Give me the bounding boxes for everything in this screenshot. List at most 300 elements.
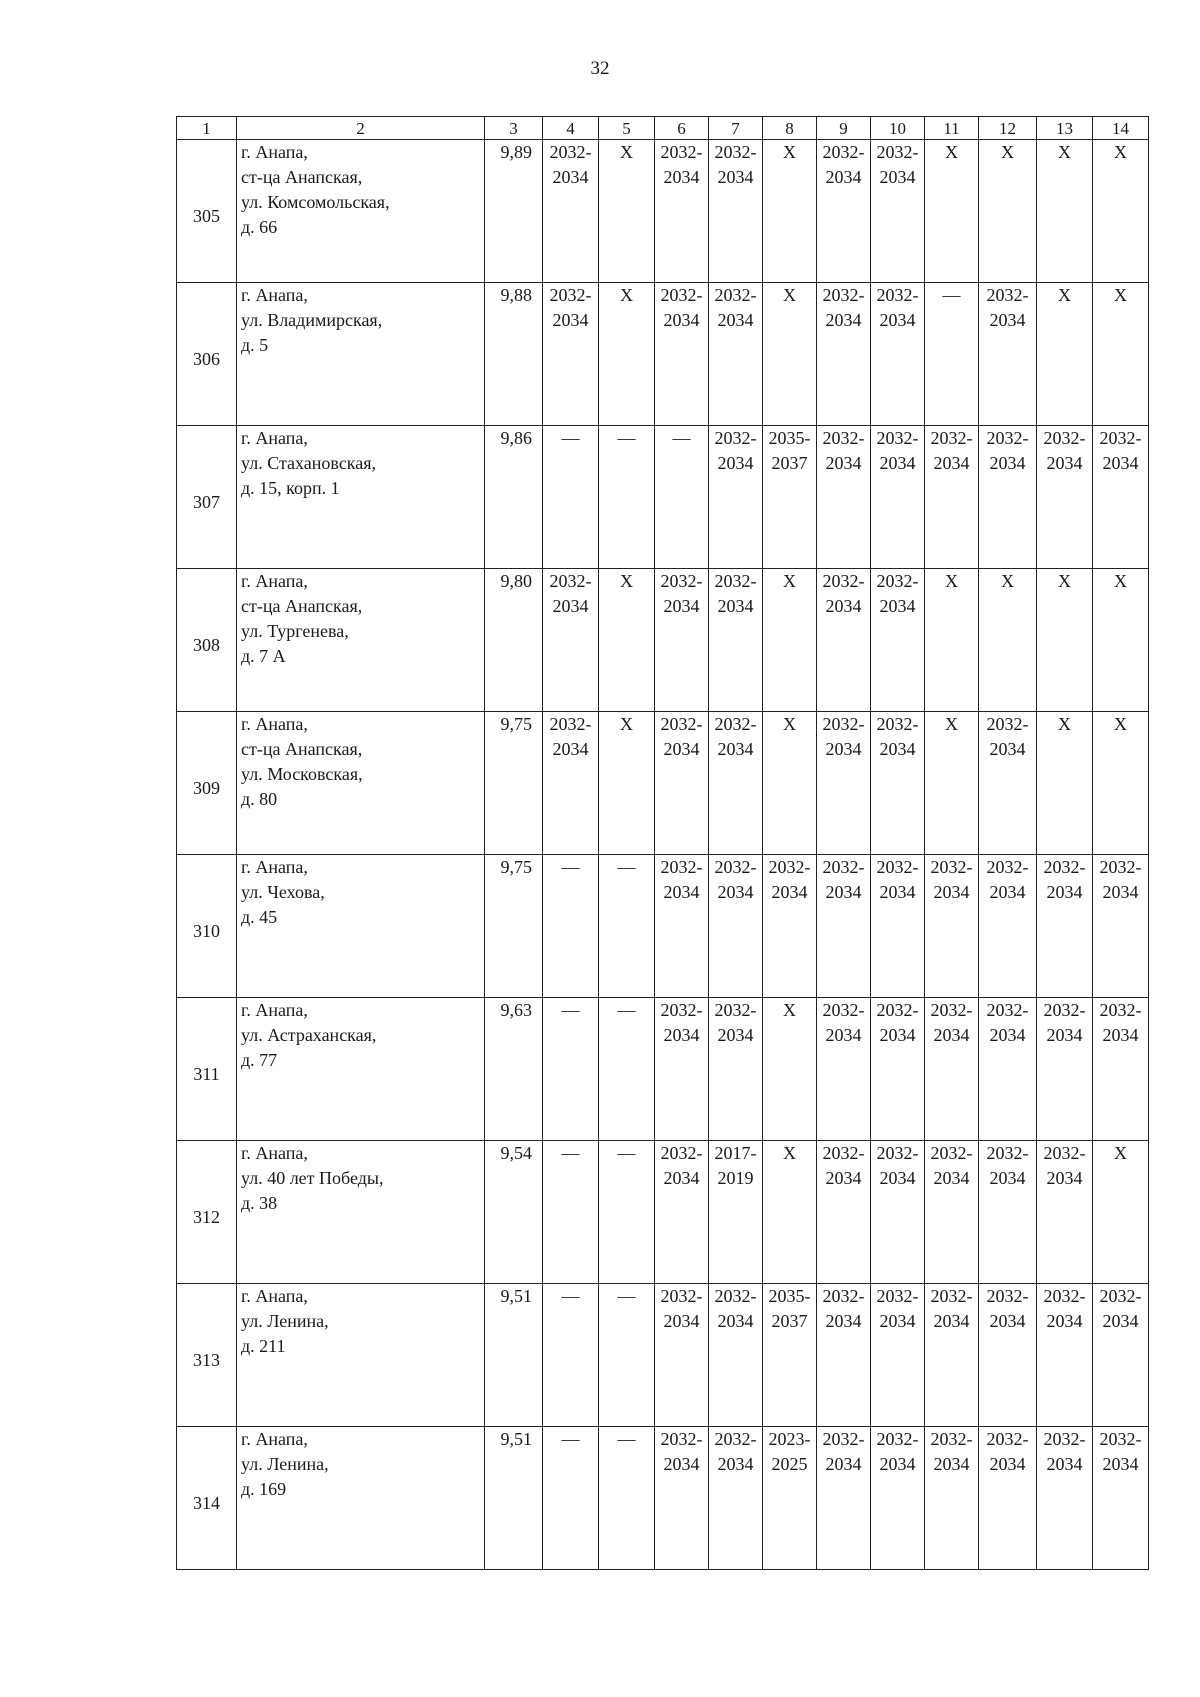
- address-line: ст-ца Анапская,: [241, 739, 363, 759]
- address-line: ул. Астраханская,: [241, 1025, 377, 1045]
- period-value: 2032-: [986, 714, 1029, 734]
- period-value: 2032-: [1099, 1286, 1142, 1306]
- column-header-11: 11: [925, 117, 979, 140]
- address-line: ул. Стахановская,: [241, 453, 377, 473]
- period-value: 2034: [663, 596, 700, 616]
- period-cell: [817, 140, 871, 283]
- period-value: 2034: [879, 882, 916, 902]
- period-cell: [871, 426, 925, 569]
- column-header-13: 13: [1037, 117, 1093, 140]
- period-cell: [599, 569, 655, 712]
- column-header-10: 10: [871, 117, 925, 140]
- address-cell: [237, 140, 485, 283]
- period-cell: [709, 140, 763, 283]
- period-value: 2034: [663, 1454, 700, 1474]
- period-value: 2032-: [714, 142, 757, 162]
- period-value: 2034: [989, 310, 1026, 330]
- period-cell: [763, 1427, 817, 1570]
- period-value: 2032-: [822, 1143, 865, 1163]
- period-cell: [709, 1427, 763, 1570]
- period-value: 2034: [989, 1454, 1026, 1474]
- period-value: 2034: [663, 167, 700, 187]
- column-header-3: 3: [485, 117, 543, 140]
- period-value: 2023-: [768, 1429, 811, 1449]
- period-value: 2032-: [876, 428, 919, 448]
- period-cell: [1037, 1141, 1093, 1284]
- address-line: г. Анапа,: [241, 571, 308, 591]
- period-value: Х: [1114, 142, 1127, 162]
- period-value: 2032-: [1043, 1286, 1086, 1306]
- period-value: Х: [620, 142, 633, 162]
- period-cell: [709, 426, 763, 569]
- period-value: 2032-: [768, 857, 811, 877]
- table-row: [177, 1427, 1149, 1570]
- period-value: 2032-: [930, 1286, 973, 1306]
- column-header-4: 4: [543, 117, 599, 140]
- period-cell: [1093, 426, 1149, 569]
- period-cell: [1037, 998, 1093, 1141]
- period-value: 2032-: [876, 857, 919, 877]
- period-cell: [979, 569, 1037, 712]
- address-line: ул. Чехова,: [241, 882, 325, 902]
- period-value: 2034: [552, 596, 589, 616]
- period-value: 2032-: [1043, 857, 1086, 877]
- period-cell: [871, 140, 925, 283]
- period-value: 2034: [825, 1168, 862, 1188]
- address-line: д. 45: [241, 907, 278, 927]
- period-value: 2034: [1102, 1025, 1139, 1045]
- period-cell: [655, 426, 709, 569]
- column-header-7: 7: [709, 117, 763, 140]
- period-value: Х: [783, 571, 796, 591]
- period-cell: [871, 712, 925, 855]
- period-cell: [979, 1427, 1037, 1570]
- period-value: 2032-: [822, 428, 865, 448]
- period-cell: [1093, 140, 1149, 283]
- address-line: д. 15, корп. 1: [241, 478, 340, 498]
- period-value: 2034: [879, 1168, 916, 1188]
- period-value: 2034: [1046, 1454, 1083, 1474]
- period-cell: [599, 1284, 655, 1427]
- address-line: ул. Владимирская,: [241, 310, 383, 330]
- period-cell: [979, 140, 1037, 283]
- period-value: 2034: [825, 882, 862, 902]
- period-cell: [1093, 998, 1149, 1141]
- period-cell: [709, 998, 763, 1141]
- column-header-1: 1: [177, 117, 237, 140]
- period-value: 2032-: [876, 571, 919, 591]
- period-cell: [1037, 140, 1093, 283]
- score-cell: 9,89: [485, 140, 543, 283]
- period-cell: [599, 140, 655, 283]
- address-line: ул. Тургенева,: [241, 621, 349, 641]
- period-cell: [925, 1284, 979, 1427]
- period-cell: [709, 1284, 763, 1427]
- period-cell: [763, 998, 817, 1141]
- period-cell: [709, 283, 763, 426]
- period-cell: [925, 855, 979, 998]
- period-cell: [543, 712, 599, 855]
- period-value: 2032-: [930, 1143, 973, 1163]
- period-value: 2032-: [1099, 857, 1142, 877]
- period-value: 2032-: [714, 571, 757, 591]
- period-value: 2032-: [660, 1429, 703, 1449]
- row-number: 313: [177, 1284, 237, 1427]
- period-cell: [543, 1141, 599, 1284]
- period-value: 2032-: [714, 428, 757, 448]
- score-cell: 9,63: [485, 998, 543, 1141]
- row-number: 311: [177, 998, 237, 1141]
- housing-register-table: [176, 116, 1149, 1570]
- address-line: г. Анапа,: [241, 1286, 308, 1306]
- period-value: 2032-: [876, 285, 919, 305]
- period-cell: [599, 712, 655, 855]
- period-value: 2034: [879, 1454, 916, 1474]
- period-value: 2034: [989, 882, 1026, 902]
- period-cell: [817, 712, 871, 855]
- address-line: г. Анапа,: [241, 1143, 308, 1163]
- period-value: 2034: [717, 1311, 754, 1331]
- period-value: 2032-: [986, 285, 1029, 305]
- period-value: 2032-: [822, 1000, 865, 1020]
- period-value: 2034: [552, 167, 589, 187]
- address-line: г. Анапа,: [241, 714, 308, 734]
- period-value: 2034: [825, 739, 862, 759]
- table-row: [177, 1141, 1149, 1284]
- period-value: 2032-: [986, 1143, 1029, 1163]
- table-row: [177, 426, 1149, 569]
- period-cell: [763, 569, 817, 712]
- period-value: 2034: [717, 739, 754, 759]
- address-line: ул. Ленина,: [241, 1311, 329, 1331]
- period-cell: [979, 1141, 1037, 1284]
- period-cell: [817, 283, 871, 426]
- period-value: 2034: [1046, 882, 1083, 902]
- address-line: д. 169: [241, 1479, 287, 1499]
- period-value: 2034: [879, 1025, 916, 1045]
- period-value: 2032-: [876, 1000, 919, 1020]
- period-cell: [925, 283, 979, 426]
- period-cell: [599, 1427, 655, 1570]
- period-value: 2032-: [822, 571, 865, 591]
- period-cell: [1093, 1284, 1149, 1427]
- period-value: 2034: [933, 1311, 970, 1331]
- period-value: 2032-: [876, 142, 919, 162]
- period-value: 2032-: [549, 285, 592, 305]
- table-row: [177, 283, 1149, 426]
- period-value: 2034: [663, 739, 700, 759]
- row-number: 310: [177, 855, 237, 998]
- period-cell: [655, 998, 709, 1141]
- address-line: г. Анапа,: [241, 1429, 308, 1449]
- period-value: 2032-: [876, 1429, 919, 1449]
- period-cell: [543, 1284, 599, 1427]
- period-value: —: [617, 428, 636, 448]
- period-value: —: [942, 285, 961, 305]
- period-cell: [599, 426, 655, 569]
- period-value: 2034: [717, 882, 754, 902]
- period-value: 2034: [989, 1025, 1026, 1045]
- period-value: —: [561, 428, 580, 448]
- period-value: 2034: [663, 1168, 700, 1188]
- period-cell: [709, 569, 763, 712]
- period-value: Х: [620, 285, 633, 305]
- period-value: —: [672, 428, 691, 448]
- period-cell: [925, 140, 979, 283]
- address-cell: [237, 426, 485, 569]
- period-value: 2034: [825, 453, 862, 473]
- period-value: 2032-: [986, 1286, 1029, 1306]
- period-value: 2034: [825, 167, 862, 187]
- address-line: д. 66: [241, 217, 278, 237]
- period-value: Х: [1001, 142, 1014, 162]
- period-value: 2032-: [1043, 428, 1086, 448]
- period-cell: [763, 1284, 817, 1427]
- row-number: 308: [177, 569, 237, 712]
- period-value: 2034: [825, 1025, 862, 1045]
- period-cell: [543, 855, 599, 998]
- period-cell: [655, 855, 709, 998]
- period-value: 2034: [933, 882, 970, 902]
- period-cell: [655, 1427, 709, 1570]
- period-value: 2034: [989, 1311, 1026, 1331]
- period-value: 2034: [1102, 1454, 1139, 1474]
- address-line: г. Анапа,: [241, 857, 308, 877]
- period-cell: [709, 855, 763, 998]
- row-number: 312: [177, 1141, 237, 1284]
- period-value: Х: [1114, 714, 1127, 734]
- period-value: 2034: [1046, 1025, 1083, 1045]
- period-cell: [925, 1141, 979, 1284]
- period-value: 2032-: [930, 1429, 973, 1449]
- score-cell: 9,75: [485, 712, 543, 855]
- period-value: 2034: [879, 167, 916, 187]
- period-value: 2019: [717, 1168, 754, 1188]
- period-value: 2025: [771, 1454, 808, 1474]
- period-cell: [817, 426, 871, 569]
- period-value: Х: [1114, 1143, 1127, 1163]
- period-value: 2034: [879, 453, 916, 473]
- period-cell: [925, 712, 979, 855]
- period-cell: [1093, 712, 1149, 855]
- period-value: Х: [783, 1000, 796, 1020]
- period-value: 2032-: [986, 857, 1029, 877]
- period-value: 2032-: [660, 1286, 703, 1306]
- period-cell: [655, 1284, 709, 1427]
- period-cell: [1093, 1141, 1149, 1284]
- period-cell: [871, 855, 925, 998]
- period-value: 2032-: [660, 714, 703, 734]
- period-cell: [871, 1284, 925, 1427]
- period-value: 2032-: [1043, 1143, 1086, 1163]
- address-cell: [237, 1284, 485, 1427]
- period-value: 2034: [825, 310, 862, 330]
- period-value: 2032-: [822, 142, 865, 162]
- period-cell: [871, 283, 925, 426]
- period-value: 2034: [552, 310, 589, 330]
- period-value: 2032-: [714, 714, 757, 734]
- score-cell: 9,88: [485, 283, 543, 426]
- period-cell: [1037, 712, 1093, 855]
- period-value: 2032-: [660, 1000, 703, 1020]
- period-cell: [979, 1284, 1037, 1427]
- period-value: Х: [783, 1143, 796, 1163]
- period-value: 2032-: [822, 1429, 865, 1449]
- period-value: 2032-: [660, 285, 703, 305]
- period-value: 2032-: [549, 571, 592, 591]
- period-value: 2034: [879, 1311, 916, 1331]
- score-cell: 9,75: [485, 855, 543, 998]
- period-value: 2034: [771, 882, 808, 902]
- period-cell: [817, 1427, 871, 1570]
- period-value: 2034: [933, 1454, 970, 1474]
- period-cell: [1037, 855, 1093, 998]
- period-value: 2034: [989, 739, 1026, 759]
- period-value: Х: [1058, 142, 1071, 162]
- period-cell: [543, 426, 599, 569]
- period-cell: [925, 426, 979, 569]
- period-cell: [1093, 855, 1149, 998]
- period-value: 2034: [1046, 453, 1083, 473]
- period-cell: [1093, 1427, 1149, 1570]
- score-cell: 9,54: [485, 1141, 543, 1284]
- period-cell: [655, 712, 709, 855]
- period-value: 2034: [989, 453, 1026, 473]
- column-header-9: 9: [817, 117, 871, 140]
- period-value: 2032-: [876, 1143, 919, 1163]
- address-line: д. 80: [241, 789, 278, 809]
- period-cell: [599, 855, 655, 998]
- period-cell: [817, 998, 871, 1141]
- address-line: ул. Московская,: [241, 764, 363, 784]
- period-value: —: [617, 1286, 636, 1306]
- period-cell: [763, 712, 817, 855]
- row-number: 314: [177, 1427, 237, 1570]
- period-value: —: [617, 1429, 636, 1449]
- period-cell: [871, 998, 925, 1141]
- row-number: 309: [177, 712, 237, 855]
- period-cell: [599, 283, 655, 426]
- period-value: 2032-: [660, 1143, 703, 1163]
- period-cell: [543, 283, 599, 426]
- period-cell: [1093, 283, 1149, 426]
- period-value: 2034: [1046, 1168, 1083, 1188]
- address-cell: [237, 998, 485, 1141]
- row-number: 305: [177, 140, 237, 283]
- page-number: 32: [590, 58, 610, 79]
- period-value: 2032-: [1099, 1429, 1142, 1449]
- period-value: 2034: [663, 1025, 700, 1045]
- period-value: 2034: [663, 1311, 700, 1331]
- period-cell: [655, 1141, 709, 1284]
- address-cell: [237, 1427, 485, 1570]
- column-header-6: 6: [655, 117, 709, 140]
- period-cell: [599, 998, 655, 1141]
- period-cell: [925, 569, 979, 712]
- address-line: д. 77: [241, 1050, 278, 1070]
- period-cell: [1037, 426, 1093, 569]
- score-cell: 9,80: [485, 569, 543, 712]
- period-value: 2032-: [930, 428, 973, 448]
- address-line: г. Анапа,: [241, 1000, 308, 1020]
- table-row: [177, 998, 1149, 1141]
- period-cell: [979, 998, 1037, 1141]
- period-value: 2032-: [549, 142, 592, 162]
- period-value: 2034: [879, 739, 916, 759]
- address-line: ул. Ленина,: [241, 1454, 329, 1474]
- address-line: д. 211: [241, 1336, 286, 1356]
- table-row: [177, 569, 1149, 712]
- period-cell: [925, 1427, 979, 1570]
- period-value: 2032-: [822, 714, 865, 734]
- period-value: Х: [620, 714, 633, 734]
- period-value: —: [617, 1000, 636, 1020]
- period-cell: [655, 283, 709, 426]
- period-value: 2034: [825, 596, 862, 616]
- period-value: 2034: [717, 310, 754, 330]
- period-value: 2034: [825, 1454, 862, 1474]
- period-value: 2034: [989, 1168, 1026, 1188]
- period-value: 2034: [1102, 882, 1139, 902]
- address-line: д. 38: [241, 1193, 278, 1213]
- period-value: Х: [1001, 571, 1014, 591]
- period-cell: [543, 1427, 599, 1570]
- period-cell: [1037, 1427, 1093, 1570]
- row-number: 306: [177, 283, 237, 426]
- period-value: 2037: [771, 453, 808, 473]
- period-value: 2034: [717, 167, 754, 187]
- score-cell: 9,86: [485, 426, 543, 569]
- period-cell: [543, 569, 599, 712]
- score-cell: 9,51: [485, 1284, 543, 1427]
- address-cell: [237, 855, 485, 998]
- column-header-2: 2: [237, 117, 485, 140]
- period-value: —: [561, 1429, 580, 1449]
- period-value: Х: [1114, 285, 1127, 305]
- period-value: 2032-: [822, 857, 865, 877]
- period-value: 2032-: [660, 571, 703, 591]
- address-line: д. 5: [241, 335, 269, 355]
- column-header-8: 8: [763, 117, 817, 140]
- period-cell: [763, 855, 817, 998]
- period-value: 2034: [933, 453, 970, 473]
- period-cell: [979, 712, 1037, 855]
- address-line: ул. 40 лет Победы,: [241, 1168, 384, 1188]
- period-value: 2034: [879, 596, 916, 616]
- period-value: Х: [783, 714, 796, 734]
- row-number: 307: [177, 426, 237, 569]
- period-value: 2034: [1046, 1311, 1083, 1331]
- period-value: 2032-: [986, 1429, 1029, 1449]
- column-header-14: 14: [1093, 117, 1149, 140]
- period-value: 2032-: [986, 428, 1029, 448]
- period-cell: [871, 1427, 925, 1570]
- address-line: г. Анапа,: [241, 142, 308, 162]
- period-value: 2032-: [1043, 1000, 1086, 1020]
- period-cell: [763, 1141, 817, 1284]
- period-value: 2034: [717, 1454, 754, 1474]
- period-cell: [871, 569, 925, 712]
- period-value: 2032-: [1099, 1000, 1142, 1020]
- period-value: 2034: [933, 1025, 970, 1045]
- period-cell: [817, 1284, 871, 1427]
- period-value: Х: [620, 571, 633, 591]
- period-value: Х: [783, 142, 796, 162]
- period-cell: [543, 140, 599, 283]
- table-row: [177, 1284, 1149, 1427]
- period-cell: [979, 855, 1037, 998]
- period-value: 2032-: [930, 1000, 973, 1020]
